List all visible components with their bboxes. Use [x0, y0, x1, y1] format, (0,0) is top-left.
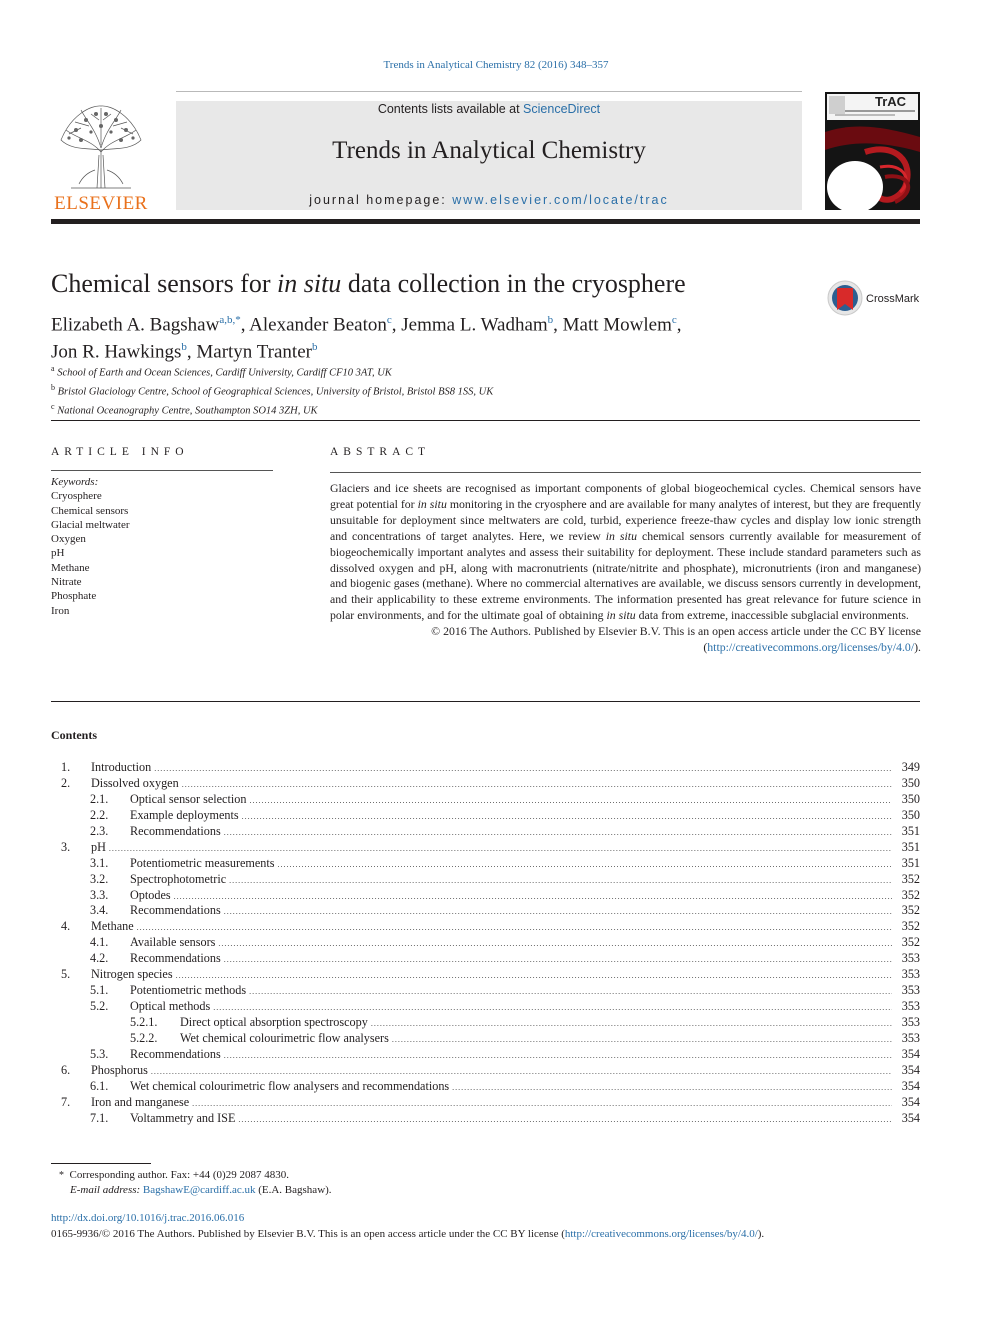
abstract-rule [330, 472, 921, 473]
article-info-heading: ARTICLE INFO [51, 446, 189, 458]
toc-page-number: 350 [901, 791, 920, 806]
footnotes [51, 1168, 332, 1198]
toc-number: 3.2. [90, 871, 109, 886]
doi-and-license [51, 1211, 764, 1242]
toc-page-number: 350 [901, 807, 920, 822]
abstract-italic: in situ [417, 496, 447, 511]
toc-entry[interactable] [51, 951, 920, 967]
email-label: E-mail address: [70, 1184, 141, 1196]
author-name[interactable]: Matt Mowlem [562, 314, 672, 336]
toc-entry[interactable] [51, 760, 920, 776]
toc-entry[interactable] [51, 967, 920, 983]
toc-entry[interactable] [51, 1063, 920, 1079]
author-affiliation-marker[interactable]: b [547, 314, 554, 326]
affiliation [51, 400, 493, 419]
toc-number: 5.1. [90, 983, 109, 998]
affiliation [51, 362, 493, 381]
abstract-text: data from extreme, inaccessible subglacial environments. [635, 608, 909, 623]
keyword: Cryosphere [51, 490, 102, 503]
toc-label[interactable]: Wet chemical colourimetric flow analysers ..... [180, 1031, 892, 1048]
toc-number: 4. [61, 919, 71, 934]
header-thick-rule [51, 219, 920, 224]
journal-masthead [176, 101, 802, 210]
toc-label[interactable]: Optical methods ..... [130, 999, 892, 1016]
toc-page-number: 350 [901, 775, 920, 790]
toc-label[interactable]: pH ..... [91, 840, 892, 857]
keywords-list [51, 475, 130, 618]
journal-homepage [176, 193, 802, 207]
crossmark-badge[interactable] [826, 280, 926, 316]
toc-page-number: 354 [901, 1078, 920, 1093]
author-name[interactable]: Martyn Tranter [196, 341, 312, 363]
homepage-link[interactable]: www.elsevier.com/locate/trac [452, 193, 669, 207]
license-link-bottom[interactable]: http://creativecommons.org/licenses/by/4.0/ [564, 1227, 758, 1240]
toc-page-number: 353 [901, 1015, 920, 1029]
toc-page-number: 354 [901, 1046, 920, 1061]
toc-entry[interactable] [51, 1111, 920, 1127]
author-name[interactable]: Jon R. Hawkings [51, 341, 182, 363]
license-statement: © 2016 The Authors. Published by Elsevier B.V. This is an open access article under the CC BY license [431, 624, 921, 639]
affiliation [51, 381, 493, 400]
toc-page-number: 351 [901, 823, 920, 838]
toc-number: 3.1. [90, 855, 109, 870]
table-of-contents [51, 760, 920, 1127]
toc-label[interactable]: Direct optical absorption spectroscopy ..... [180, 1015, 892, 1032]
toc-page-number: 352 [901, 903, 920, 918]
toc-number: 5.2.1. [130, 1015, 158, 1029]
toc-number: 7.1. [90, 1110, 109, 1125]
article-title [51, 269, 686, 299]
author-list [51, 309, 791, 364]
affiliations [51, 362, 493, 419]
toc-page-number: 353 [901, 951, 920, 966]
article-info-rule [51, 470, 273, 471]
toc-entry[interactable] [51, 1031, 920, 1047]
affiliation-key: a [51, 364, 55, 373]
toc-entry[interactable] [51, 1079, 920, 1095]
title-part-2: data collection in the cryosphere [341, 269, 686, 298]
sciencedirect-link[interactable]: ScienceDirect [523, 102, 601, 116]
toc-label[interactable]: Phosphorus ..... [91, 1063, 892, 1080]
toc-entry[interactable] [51, 983, 920, 999]
toc-number: 3.3. [90, 887, 109, 902]
toc-label[interactable]: Wet chemical colourimetric flow analysers and recommendations ..... [130, 1079, 892, 1096]
abstract-text: chemical sensors currently available for measurement of biogeochemically important analytes and assess their suitability for deployment. These include standard parameters such as dissolved oxygen and pH, along with macronutrients (nitrate/nitrite and phosphate), micronutrients (iron and manganese) and biogenic gases (methane). Where no commercial alternatives are available, we discuss sensors currently in development, and their applicability to these extreme environments. The information presented has great relevance for future science in polar environments, and for the ultimate goal of obtaining [330, 528, 922, 623]
abstract-text: Glaciers and ice sheets are recognised as important components of global biogeochemical cycles. Chemical sensors have great potential for [330, 481, 921, 511]
abstract-italic: in situ [606, 608, 636, 623]
keywords-label: Keywords: [51, 476, 99, 488]
toc-label[interactable]: Methane ..... [91, 919, 892, 936]
toc-entry[interactable] [51, 776, 920, 792]
toc-number: 5.2. [90, 999, 109, 1014]
toc-page-number: 352 [901, 887, 920, 902]
email-link[interactable]: BagshawE@cardiff.ac.uk [142, 1184, 256, 1196]
crossmark-label: CrossMark [866, 293, 920, 305]
toc-number: 5. [61, 967, 71, 982]
toc-number: 4.2. [90, 951, 109, 966]
journal-citation[interactable]: Trends in Analytical Chemistry 82 (2016) 348–357 [383, 59, 609, 71]
corresponding-author-note [51, 1168, 332, 1183]
toc-page-number: 353 [901, 1030, 920, 1045]
author-separator: , [553, 314, 563, 336]
toc-number: 6.1. [90, 1078, 109, 1093]
author-separator: , [676, 314, 682, 336]
toc-label[interactable]: Optical sensor selection ..... [130, 792, 892, 809]
toc-number: 2. [61, 775, 71, 790]
toc-page-number: 349 [901, 760, 920, 774]
toc-label[interactable]: Recommendations ..... [130, 1047, 892, 1064]
footnote-rule [51, 1163, 151, 1164]
toc-label[interactable]: Available sensors ..... [130, 935, 892, 952]
author-separator: , [391, 314, 402, 336]
toc-entry[interactable] [51, 792, 920, 808]
license-link[interactable]: http://creativecommons.org/licenses/by/4.0/ [707, 640, 915, 655]
toc-label[interactable]: Optodes ..... [130, 888, 892, 905]
toc-page-number: 352 [901, 871, 920, 886]
title-italic: in situ [277, 269, 342, 298]
author-name[interactable]: Alexander Beaton [249, 314, 387, 336]
toc-number: 2.3. [90, 823, 109, 838]
author-affiliation-marker[interactable]: a,b,* [219, 314, 241, 326]
affiliation-text: National Oceanography Centre, Southampton SO14 3ZH, UK [57, 405, 318, 417]
author-separator: , [240, 314, 250, 336]
section-divider [51, 420, 920, 421]
doi-link[interactable]: http://dx.doi.org/10.1016/j.trac.2016.06.016 [51, 1212, 245, 1224]
toc-number: 2.2. [90, 807, 109, 822]
toc-label[interactable]: Potentiometric measurements ..... [130, 856, 892, 873]
asterisk-marker: * [59, 1170, 64, 1181]
toc-number: 5.3. [90, 1046, 109, 1061]
toc-entry[interactable] [51, 888, 920, 904]
cover-title-text: TrAC [875, 94, 907, 109]
toc-entry[interactable] [51, 1095, 920, 1111]
toc-page-number: 351 [901, 839, 920, 854]
toc-entry[interactable] [51, 840, 920, 856]
toc-number: 3. [61, 839, 71, 854]
author-name[interactable]: Elizabeth A. Bagshaw [51, 314, 220, 336]
toc-number: 1. [61, 760, 71, 774]
author-affiliation-marker[interactable]: b [181, 341, 187, 354]
email-note [51, 1183, 332, 1198]
toc-entry[interactable] [51, 808, 920, 824]
toc-page-number: 353 [901, 967, 920, 982]
corresponding-text: Corresponding author. Fax: +44 (0)29 2087 4830. [69, 1169, 289, 1181]
toc-label[interactable]: Nitrogen species ..... [91, 967, 892, 984]
abstract-italic: in situ [605, 528, 637, 543]
toc-label[interactable]: Potentiometric methods ..... [130, 983, 892, 1000]
keyword: Iron [51, 604, 70, 617]
toc-page-number: 352 [901, 919, 920, 934]
contents-heading: Contents [51, 728, 98, 742]
toc-label[interactable]: Dissolved oxygen ..... [91, 776, 892, 793]
toc-page-number: 351 [901, 855, 920, 870]
affiliation-key: c [51, 402, 55, 411]
issn-suffix: ). [757, 1227, 765, 1240]
section-divider [51, 701, 920, 702]
toc-number: 5.2.2. [130, 1030, 158, 1045]
author-name[interactable]: Jemma L. Wadham [401, 314, 548, 336]
toc-entry[interactable] [51, 824, 920, 840]
keyword: Phosphate [51, 590, 97, 603]
abstract-heading: ABSTRACT [330, 446, 431, 458]
toc-number: 6. [61, 1062, 71, 1077]
journal-title: Trends in Analytical Chemistry [332, 137, 646, 164]
abstract-text: monitoring in the cryosphere and are available for many analytes of interest, but they are frequently unsuitable for deployment since meltwaters are cold, turbid, experience freeze-thaw cycles and display low ionic strength and concentrations of target analytes. Here, we review [330, 496, 922, 543]
keyword: Nitrate [51, 576, 82, 589]
toc-entry[interactable] [51, 903, 920, 919]
keyword: Methane [51, 561, 90, 574]
issn-text: 0165-9936/© 2016 The Authors. Published by Elsevier B.V. This is an open access article under the CC BY license ( [51, 1227, 565, 1240]
author-separator: , [186, 341, 197, 363]
toc-number: 3.4. [90, 903, 109, 918]
toc-number: 4.1. [90, 935, 109, 950]
toc-label[interactable]: Spectrophotometric ..... [130, 872, 892, 889]
affiliation-text: School of Earth and Ocean Sciences, Cardiff University, Cardiff CF10 3AT, UK [57, 367, 392, 379]
keyword: Glacial meltwater [51, 518, 130, 531]
toc-page-number: 353 [901, 983, 920, 998]
author-affiliation-marker[interactable]: c [671, 314, 677, 326]
author-affiliation-marker[interactable]: b [311, 341, 318, 354]
toc-page-number: 354 [901, 1094, 920, 1109]
contents-available-label: Contents lists available at [377, 102, 524, 116]
homepage-label: journal homepage: [309, 193, 453, 207]
toc-entry[interactable] [51, 999, 920, 1015]
toc-entry[interactable] [51, 1047, 920, 1063]
abstract-body: Glaciers and ice sheets are recognised as important components of global biogeochemical cycles. Chemical sensors have great potential for in situ monitoring in the cryosphere and are available for many analytes of interest, but they are frequently unsuitable for deployment since meltwaters are cold, turbid, experience freeze-thaw cycles and display low ionic strength and concentrations of target analytes. Here, we review in situ chemical sensors currently available for measurement of biogeochemically important analytes and assess their suitability for deployment. These include standard parameters such as dissolved oxygen and pH, along with macronutrients (nitrate/nitrite and phosphate), micronutrients (iron and manganese) and biogenic gases (methane). Where no commercial alternatives are available, we discuss sensors currently in development, and their applicability to these extreme environments. The information presented has great relevance for future science in polar environments, and for the ultimate goal of obtaining in situ data from extreme, inaccessible subglacial environments. © 2016 The Authors. Published by Elsevier B.V. This is an open access article under the CC BY license (http://creativecommons.org/licenses/by/4.0/). [330, 481, 922, 655]
toc-page-number: 354 [901, 1110, 920, 1125]
toc-page-number: 353 [901, 999, 920, 1014]
toc-label[interactable]: Iron and manganese ..... [91, 1095, 892, 1112]
keyword: Oxygen [51, 533, 86, 546]
contents-available [176, 102, 802, 116]
toc-number: 2.1. [90, 791, 109, 806]
toc-label[interactable]: Recommendations ..... [130, 951, 892, 968]
toc-label[interactable]: Introduction ..... [91, 760, 892, 777]
toc-label[interactable]: Recommendations ..... [130, 824, 892, 841]
issn-line [51, 1227, 764, 1243]
affiliation-key: b [51, 383, 55, 392]
toc-entry[interactable] [51, 935, 920, 951]
keyword: pH [51, 547, 65, 560]
title-part-1: Chemical sensors for [51, 269, 278, 298]
keyword: Chemical sensors [51, 504, 129, 517]
author-affiliation-marker[interactable]: c [386, 314, 392, 326]
elsevier-wordmark: ELSEVIER [54, 193, 148, 214]
toc-entry[interactable] [51, 872, 920, 888]
toc-page-number: 352 [901, 935, 920, 950]
affiliation-text: Bristol Glaciology Centre, School of Geographical Sciences, University of Bristol, Bristol BS8 1SS, UK [57, 386, 494, 398]
toc-entry[interactable] [51, 1015, 920, 1031]
toc-entry[interactable] [51, 919, 920, 935]
toc-page-number: 354 [901, 1062, 920, 1077]
toc-label[interactable]: Voltammetry and ISE ..... [130, 1111, 892, 1128]
header-top-rule [176, 91, 802, 92]
toc-number: 7. [61, 1094, 71, 1109]
journal-cover-image [825, 92, 920, 210]
toc-label[interactable]: Example deployments ..... [130, 808, 892, 825]
toc-label[interactable]: Recommendations ..... [130, 903, 892, 920]
toc-entry[interactable] [51, 856, 920, 872]
email-suffix: (E.A. Bagshaw). [255, 1184, 332, 1196]
